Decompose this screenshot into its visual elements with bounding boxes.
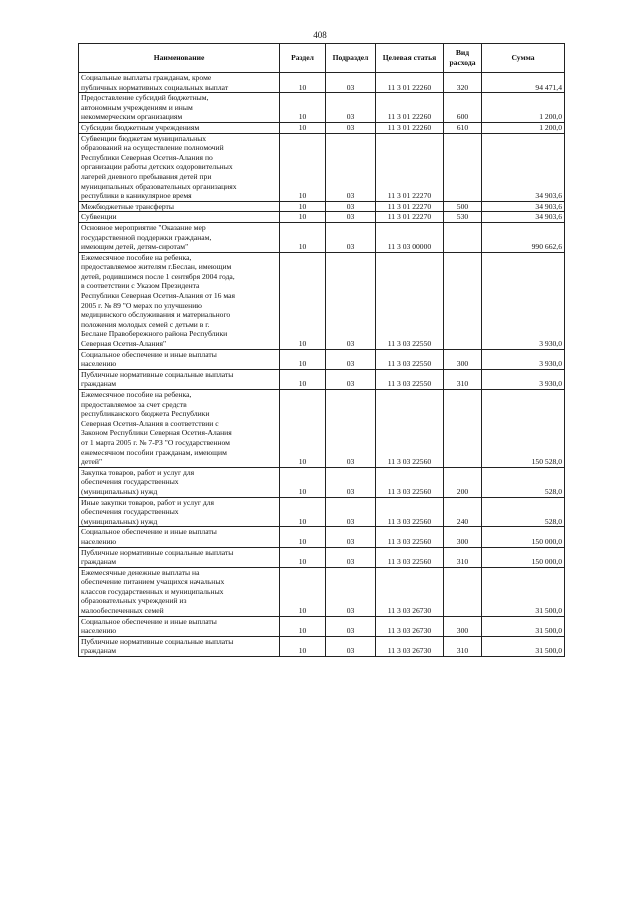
cell-target: 11 3 03 22560 <box>376 527 444 547</box>
table-row <box>79 133 565 201</box>
cell-amount: 528,0 <box>482 497 565 527</box>
cell-section: 10 <box>280 133 326 201</box>
cell-name: Субвенции бюджетам муниципальных образований на осуществление полномочий Республики Северная Осетия-Алания по организации работы детских оздоровительных лагерей дневного пребывания детей при муниципальных образовательных организациях республики в каникулярное время <box>79 133 280 201</box>
table-row <box>79 467 565 497</box>
cell-expense-type: 320 <box>444 73 482 93</box>
table-row <box>79 212 565 223</box>
cell-section: 10 <box>280 222 326 252</box>
cell-expense-type: 300 <box>444 349 482 369</box>
cell-section: 10 <box>280 212 326 223</box>
cell-name: Иные закупки товаров, работ и услуг для обеспечения государственных (муниципальных) нужд <box>79 497 280 527</box>
cell-name: Публичные нормативные социальные выплаты гражданам <box>79 547 280 567</box>
cell-target: 11 3 03 26730 <box>376 567 444 616</box>
table-row <box>79 93 565 123</box>
table-body <box>79 73 565 657</box>
cell-section: 10 <box>280 567 326 616</box>
cell-expense-type: 530 <box>444 212 482 223</box>
cell-expense-type: 300 <box>444 616 482 636</box>
cell-expense-type: 610 <box>444 122 482 133</box>
cell-name: Социальные выплаты гражданам, кроме публичных нормативных социальных выплат <box>79 73 280 93</box>
cell-amount: 34 903,6 <box>482 133 565 201</box>
cell-amount: 31 500,0 <box>482 567 565 616</box>
table-header-row <box>79 44 565 73</box>
column-header-subsection: Подраздел <box>326 44 376 73</box>
column-header-target: Целевая статья <box>376 44 444 73</box>
cell-section: 10 <box>280 497 326 527</box>
cell-amount: 34 903,6 <box>482 201 565 212</box>
cell-subsection: 03 <box>326 547 376 567</box>
cell-expense-type: 500 <box>444 201 482 212</box>
cell-name: Ежемесячное пособие на ребенка, предоставляемое за счет средств республиканского бюджета Республики Северная Осетия-Алания в соответствии с Законом Республики Северная Осетия-Алания от 1 марта 2005 г. № 7-РЗ "О государственном ежемесячном пособии гражданам, имеющим детей" <box>79 390 280 468</box>
cell-amount: 150 000,0 <box>482 547 565 567</box>
cell-target: 11 3 01 22260 <box>376 73 444 93</box>
cell-subsection: 03 <box>326 616 376 636</box>
cell-name: Субвенции <box>79 212 280 223</box>
cell-target: 11 3 03 00000 <box>376 222 444 252</box>
cell-subsection: 03 <box>326 201 376 212</box>
cell-section: 10 <box>280 201 326 212</box>
cell-amount: 3 930,0 <box>482 369 565 389</box>
cell-section: 10 <box>280 527 326 547</box>
cell-name: Социальное обеспечение и иные выплаты населению <box>79 349 280 369</box>
cell-amount: 150 528,0 <box>482 390 565 468</box>
cell-subsection: 03 <box>326 467 376 497</box>
cell-target: 11 3 03 22560 <box>376 497 444 527</box>
cell-target: 11 3 03 22560 <box>376 467 444 497</box>
cell-target: 11 3 03 22550 <box>376 349 444 369</box>
cell-name: Межбюджетные трансферты <box>79 201 280 212</box>
cell-subsection: 03 <box>326 636 376 656</box>
table-row <box>79 122 565 133</box>
cell-name: Субсидии бюджетным учреждениям <box>79 122 280 133</box>
table-row <box>79 616 565 636</box>
cell-expense-type: 200 <box>444 467 482 497</box>
cell-section: 10 <box>280 73 326 93</box>
cell-expense-type: 310 <box>444 636 482 656</box>
cell-target: 11 3 01 22270 <box>376 201 444 212</box>
cell-section: 10 <box>280 547 326 567</box>
page-number: 408 <box>313 30 327 40</box>
cell-amount: 3 930,0 <box>482 252 565 349</box>
cell-amount: 1 200,0 <box>482 93 565 123</box>
cell-name: Закупка товаров, работ и услуг для обеспечения государственных (муниципальных) нужд <box>79 467 280 497</box>
cell-expense-type <box>444 567 482 616</box>
cell-subsection: 03 <box>326 390 376 468</box>
column-header-section: Раздел <box>280 44 326 73</box>
cell-subsection: 03 <box>326 369 376 389</box>
cell-section: 10 <box>280 616 326 636</box>
table-row <box>79 636 565 656</box>
cell-name: Публичные нормативные социальные выплаты гражданам <box>79 369 280 389</box>
cell-target: 11 3 01 22270 <box>376 212 444 223</box>
table-row <box>79 527 565 547</box>
cell-section: 10 <box>280 252 326 349</box>
cell-section: 10 <box>280 122 326 133</box>
cell-expense-type <box>444 133 482 201</box>
cell-amount: 31 500,0 <box>482 616 565 636</box>
cell-target: 11 3 03 26730 <box>376 616 444 636</box>
cell-section: 10 <box>280 349 326 369</box>
cell-target: 11 3 03 22560 <box>376 390 444 468</box>
cell-subsection: 03 <box>326 497 376 527</box>
cell-section: 10 <box>280 369 326 389</box>
cell-amount: 150 000,0 <box>482 527 565 547</box>
cell-target: 11 3 01 22270 <box>376 133 444 201</box>
cell-expense-type <box>444 390 482 468</box>
cell-name: Ежемесячные денежные выплаты на обеспечение питанием учащихся начальных классов государственных и муниципальных образовательных учреждений из малообеспеченных семей <box>79 567 280 616</box>
cell-name: Предоставление субсидий бюджетным, автономным учреждениям и иным некоммерческим организациям <box>79 93 280 123</box>
cell-section: 10 <box>280 636 326 656</box>
cell-name: Социальное обеспечение и иные выплаты населению <box>79 527 280 547</box>
cell-section: 10 <box>280 467 326 497</box>
cell-subsection: 03 <box>326 252 376 349</box>
cell-subsection: 03 <box>326 349 376 369</box>
cell-subsection: 03 <box>326 133 376 201</box>
table-row <box>79 73 565 93</box>
cell-amount: 990 662,6 <box>482 222 565 252</box>
cell-expense-type: 310 <box>444 547 482 567</box>
cell-expense-type: 600 <box>444 93 482 123</box>
cell-subsection: 03 <box>326 212 376 223</box>
table-row <box>79 349 565 369</box>
cell-amount: 3 930,0 <box>482 349 565 369</box>
cell-subsection: 03 <box>326 567 376 616</box>
cell-amount: 94 471,4 <box>482 73 565 93</box>
cell-amount: 31 500,0 <box>482 636 565 656</box>
cell-section: 10 <box>280 390 326 468</box>
cell-expense-type <box>444 252 482 349</box>
column-header-name: Наименование <box>79 44 280 73</box>
cell-amount: 34 903,6 <box>482 212 565 223</box>
cell-name: Социальное обеспечение и иные выплаты населению <box>79 616 280 636</box>
cell-expense-type: 300 <box>444 527 482 547</box>
table-row <box>79 252 565 349</box>
column-header-expense-type: Вид расхода <box>444 44 482 73</box>
cell-expense-type: 240 <box>444 497 482 527</box>
cell-subsection: 03 <box>326 93 376 123</box>
table-row <box>79 201 565 212</box>
cell-section: 10 <box>280 93 326 123</box>
cell-target: 11 3 03 26730 <box>376 636 444 656</box>
table-row <box>79 222 565 252</box>
table-row <box>79 547 565 567</box>
cell-subsection: 03 <box>326 122 376 133</box>
cell-name: Основное мероприятие "Оказание мер государственной поддержки гражданам, имеющим детей, детям-сиротам" <box>79 222 280 252</box>
table-row <box>79 369 565 389</box>
cell-target: 11 3 03 22560 <box>376 547 444 567</box>
cell-amount: 1 200,0 <box>482 122 565 133</box>
cell-expense-type: 310 <box>444 369 482 389</box>
cell-target: 11 3 03 22550 <box>376 252 444 349</box>
table-row <box>79 567 565 616</box>
cell-target: 11 3 03 22550 <box>376 369 444 389</box>
cell-expense-type <box>444 222 482 252</box>
cell-name: Ежемесячное пособие на ребенка, предоставляемое жителям г.Беслан, имеющим детей, родившимся после 1 сентября 2004 года, в соответствии с Указом Президента Республики Северная Осетия-Алания от 16 мая 2005 г. № 89 "О мерах по улучшению медицинского обслуживания и материального положения молодых семей с детьми в г. Беслане Правобережного района Республики Северная Осетия-Алания" <box>79 252 280 349</box>
cell-name: Публичные нормативные социальные выплаты гражданам <box>79 636 280 656</box>
budget-table <box>78 43 565 657</box>
column-header-amount: Сумма <box>482 44 565 73</box>
cell-target: 11 3 01 22260 <box>376 122 444 133</box>
cell-amount: 528,0 <box>482 467 565 497</box>
cell-subsection: 03 <box>326 222 376 252</box>
table-row <box>79 497 565 527</box>
cell-subsection: 03 <box>326 527 376 547</box>
table-row <box>79 390 565 468</box>
cell-subsection: 03 <box>326 73 376 93</box>
cell-target: 11 3 01 22260 <box>376 93 444 123</box>
